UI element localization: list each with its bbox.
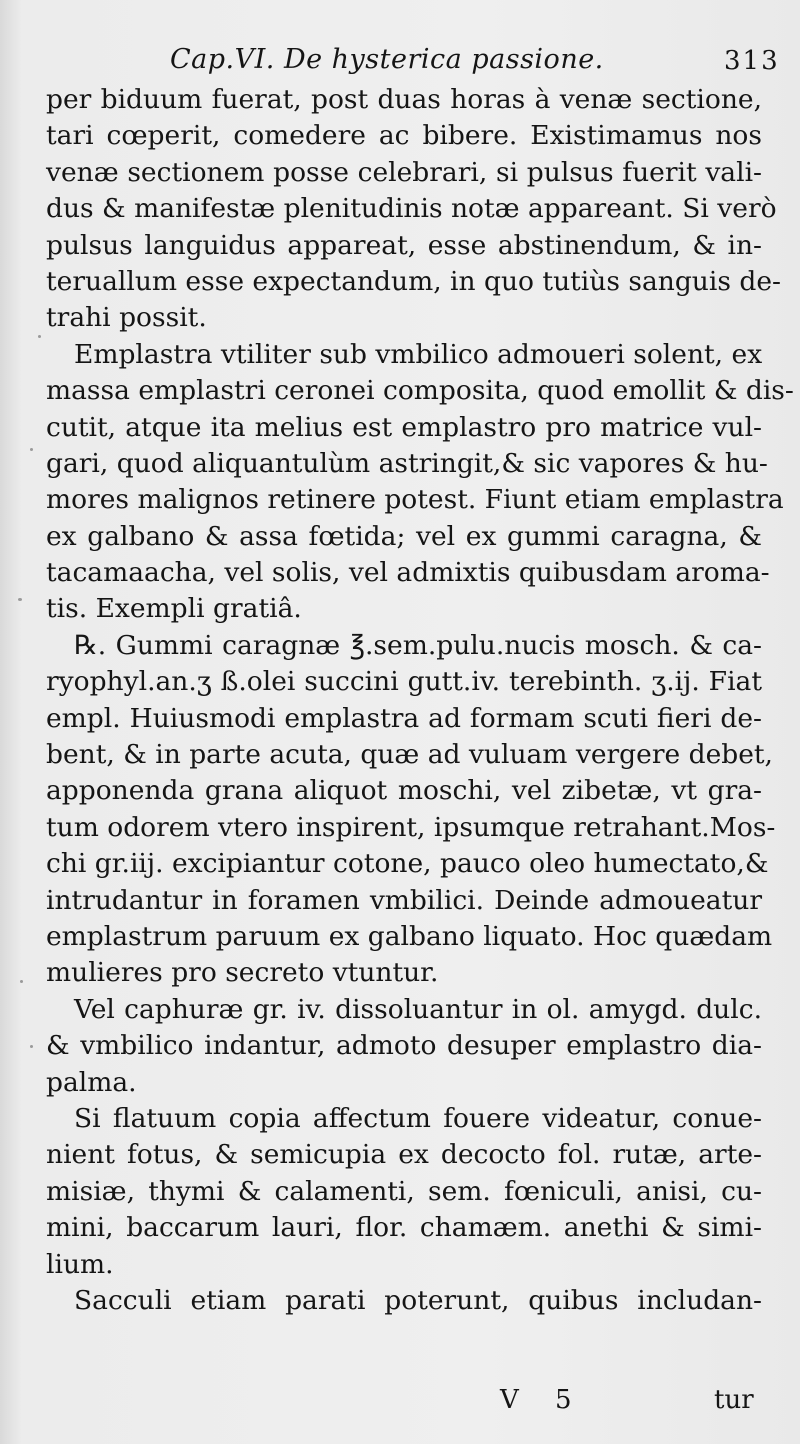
paper-speck	[30, 448, 33, 451]
text-line: apponenda grana aliquot moschi, vel zibetæ, vt gra-	[46, 775, 762, 807]
signature-mark: V 5	[500, 1385, 586, 1415]
text-line: Emplastra vtiliter sub vmbilico admoueri solent, ex	[74, 338, 763, 370]
text-line: emplastrum paruum ex galbano liquato. Hoc quædam	[46, 920, 773, 952]
text-line: nient fotus, & semicupia ex decocto fol. rutæ, arte-	[46, 1139, 762, 1171]
paragraph	[46, 1283, 762, 1319]
text-line: mores malignos retinere potest. Fiunt etiam emplastra	[46, 484, 784, 516]
catchword: tur	[714, 1385, 754, 1415]
text-line: empl. Huiusmodi emplastra ad formam scuti fieri de-	[46, 702, 762, 734]
paragraph	[46, 992, 762, 1101]
paragraph	[46, 82, 781, 337]
text-line: per biduum fuerat, post duas horas à venæ sectione,	[46, 84, 762, 115]
paragraph-recipe	[46, 628, 776, 992]
text-line: trahi possit.	[46, 302, 207, 334]
text-line: intrudantur in foramen vmbilici. Deinde admoueatur	[46, 884, 762, 916]
chapter-title: Cap.VI. De hysterica passione.	[170, 44, 604, 75]
paper-speck	[30, 1045, 33, 1048]
body-text	[46, 82, 794, 1319]
text-line: massa emplastri ceronei composita, quod emollit & dis-	[46, 375, 794, 407]
text-line: tis. Exempli gratiâ.	[46, 593, 302, 625]
paper-speck	[20, 980, 23, 983]
text-line: venæ sectionem posse celebrari, si pulsus fuerit vali-	[46, 156, 762, 188]
text-line: teruallum esse expectandum, in quo tutiùs sanguis de-	[46, 265, 781, 297]
text-line: dus & manifestæ plenitudinis notæ appareant. Si verò	[46, 193, 777, 225]
text-line: Si flatuum copia affectum fouere videatur, conue-	[74, 1102, 762, 1134]
text-line: tari cœperit, comedere ac bibere. Existimamus nos	[46, 120, 762, 152]
text-line: palma.	[46, 1066, 137, 1098]
text-line: misiæ, thymi & calamenti, sem. fœniculi, anisi, cu-	[46, 1175, 762, 1207]
text-line: & vmbilico indantur, admoto desuper emplastro dia-	[46, 1030, 762, 1062]
text-line: ex galbano & assa fœtida; vel ex gummi caragna, &	[46, 520, 762, 552]
text-line: mini, baccarum lauri, flor. chamæm. anethi & simi-	[46, 1212, 762, 1244]
text-line: chi gr.iij. excipiantur cotone, pauco oleo humectato,&	[46, 848, 769, 880]
paper-speck	[38, 335, 41, 338]
text-line: ℞. Gummi caragnæ ℥.sem.pulu.nucis mosch. & ca-	[74, 629, 762, 661]
running-head	[0, 44, 800, 84]
text-line: Sacculi etiam parati poterunt, quibus includan-	[74, 1284, 762, 1316]
text-line: gari, quod aliquantulùm astringit,& sic vapores & hu-	[46, 447, 768, 479]
text-line: tum odorem vtero inspirent, ipsumque retrahant.Mos-	[46, 811, 776, 843]
text-line: lium.	[46, 1248, 114, 1280]
text-line: mulieres pro secreto vtuntur.	[46, 957, 439, 989]
text-line: cutit, atque ita melius est emplastro pro matrice vul-	[46, 411, 762, 443]
page-footer	[0, 1385, 800, 1425]
paper-speck	[18, 598, 22, 601]
text-line: pulsus languidus appareat, esse abstinendum, & in-	[46, 229, 762, 261]
text-line: ryophyl.an.ʒ ß.olei succini gutt.iv. terebinth. ʒ.ij. Fiat	[46, 666, 762, 698]
text-line: Vel caphuræ gr. iv. dissoluantur in ol. amygd. dulc.	[74, 993, 762, 1025]
text-line: bent, & in parte acuta, quæ ad vuluam vergere debet,	[46, 739, 773, 771]
paragraph	[46, 1101, 762, 1283]
text-line: tacamaacha, vel solis, vel admixtis quibusdam aroma-	[46, 557, 770, 589]
page-number: 313	[724, 46, 780, 76]
paragraph	[46, 337, 794, 628]
